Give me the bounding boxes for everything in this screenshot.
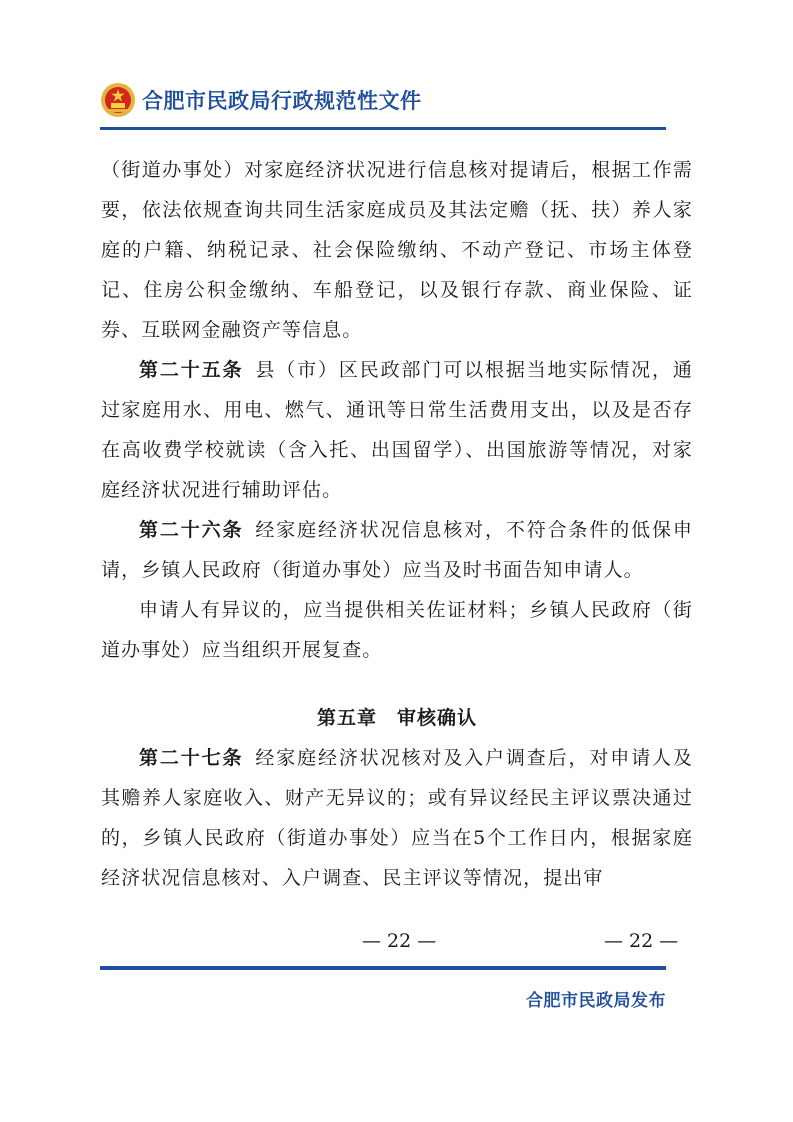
article-title: 第二十六条 (139, 519, 244, 541)
article-text: 经家庭经济状况核对及入户调查后，对申请人及其赡养人家庭收入、财产无异议的；或有异议经民主评议票决通过的，乡镇人民政府（街道办事处）应当在5个工作日内，根据家庭经济状况信息核对、入户调查、民主评议等情况，提出审 (101, 747, 693, 889)
article-text: 经家庭经济状况信息核对，不符合条件的低保申请，乡镇人民政府（街道办事处）应当及时书面告知申请人。 (101, 519, 693, 581)
article-text: 县（市）区民政部门可以根据当地实际情况，通过家庭用水、用电、燃气、通讯等日常生活费用支出，以及是否存在高收费学校就读（含入托、出国留学）、出国旅游等情况，对家庭经济状况进行辅助评估。 (101, 359, 693, 501)
footer-divider (100, 966, 666, 970)
header-divider (100, 127, 666, 130)
page-number: — 22 — (362, 930, 437, 952)
article-title: 第二十七条 (139, 747, 244, 769)
paragraph: 申请人有异议的，应当提供相关佐证材料；乡镇人民政府（街道办事处）应当组织开展复查。 (101, 599, 693, 661)
article-title: 第二十五条 (139, 359, 244, 381)
article-25 (101, 350, 693, 510)
article-27 (101, 738, 693, 898)
national-emblem-icon (100, 82, 136, 118)
article-26 (101, 510, 693, 590)
paragraph: （街道办事处）对家庭经济状况进行信息核对提请后，根据工作需要，依法依规查询共同生活家庭成员及其法定赡（抚、扶）养人家庭的户籍、纳税记录、社会保险缴纳、不动产登记、市场主体登记、住房公积金缴纳、车船登记，以及银行存款、商业保险、证券、互联网金融资产等信息。 (101, 159, 693, 341)
chapter-heading: 第五章 审核确认 (316, 707, 477, 729)
page-number-right: — 22 — (604, 930, 679, 952)
footer-publisher: 合肥市民政局发布 (526, 991, 666, 1011)
document-body (101, 150, 693, 898)
document-header (100, 82, 422, 118)
header-title: 合肥市民政局行政规范性文件 (142, 89, 422, 113)
